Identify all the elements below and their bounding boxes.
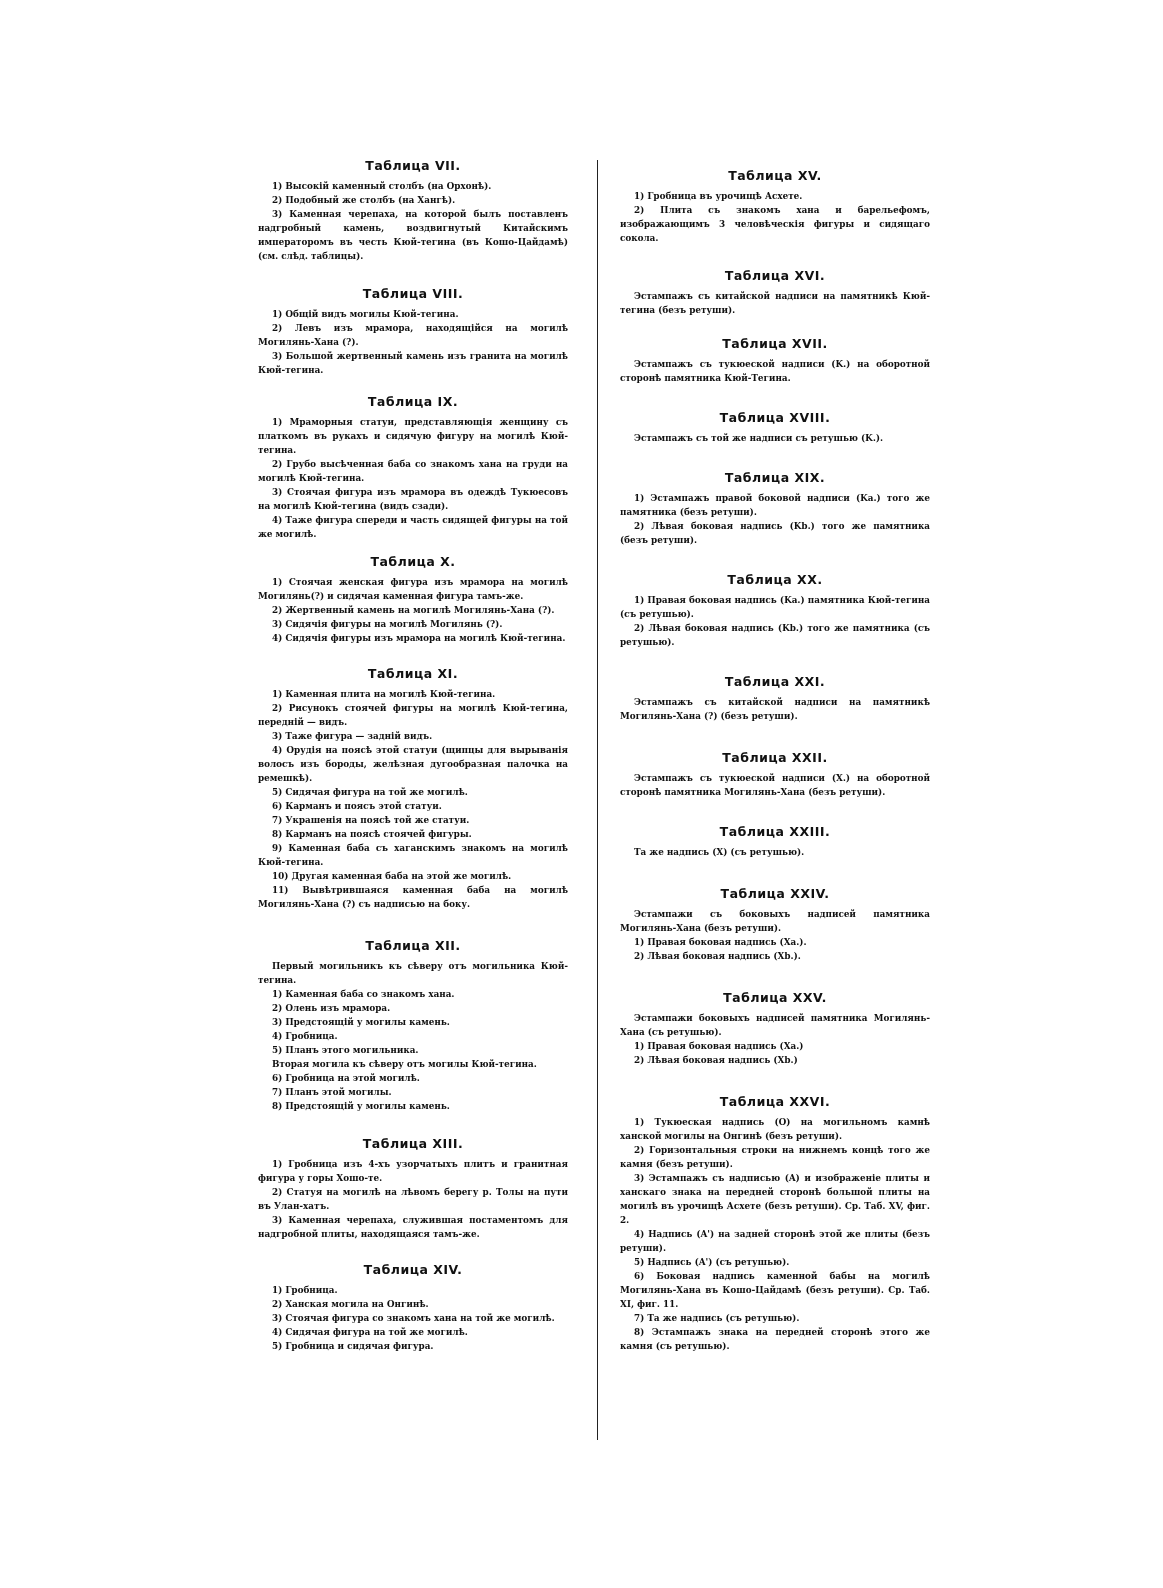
section-entry: 6) Карманъ и поясъ этой статуи.	[272, 802, 442, 812]
table-section	[620, 572, 930, 650]
section-entry: 7) Планъ этой могилы.	[272, 1088, 392, 1098]
table-section	[258, 286, 568, 378]
section-entry: 4) Таже фигура спереди и часть сидящей фигуры на той же могилѣ.	[258, 516, 568, 540]
section-entry: 2) Подобный же столбъ (на Хангѣ).	[272, 196, 456, 206]
table-section	[620, 674, 930, 724]
section-entry: 1) Правая боковая надпись (Ka.) памятника Кюй-тегина (съ ретушью).	[620, 596, 930, 620]
section-title: Таблица XIX.	[724, 470, 826, 485]
section-title: Таблица XIII.	[362, 1136, 464, 1151]
table-section	[620, 1094, 930, 1354]
section-entry: 7) Та же надпись (съ ретушью).	[634, 1314, 800, 1324]
section-entry: 1) Правая боковая надпись (Xa.)	[634, 1042, 804, 1052]
section-title: Таблица XVIII.	[719, 410, 831, 425]
section-entry: Первый могильникъ къ сѣверу отъ могильника Кюй-тегина.	[258, 962, 568, 986]
section-entry: 1) Стоячая женская фигура изъ мрамора на могилѣ Могилянь(?) и сидячая каменная фигура тамъ-же.	[258, 578, 568, 602]
section-entry: 2) Лѣвая боковая надпись (Kb.) того же памятника (безъ ретуши).	[620, 522, 930, 546]
column-divider	[597, 160, 598, 1440]
section-entry: 4) Надпись (A') на задней сторонѣ этой же плиты (безъ ретуши).	[620, 1230, 930, 1254]
section-entry: Та же надпись (X) (съ ретушью).	[634, 848, 805, 858]
section-title: Таблица X.	[370, 554, 456, 569]
section-entry: 2) Лѣвая боковая надпись (Xb.)	[634, 1056, 798, 1066]
table-section	[620, 268, 930, 318]
table-section	[258, 666, 568, 912]
section-title: Таблица XXIII.	[719, 824, 831, 839]
right-column	[620, 150, 930, 1354]
section-entry: 2) Плита съ знакомъ хана и барельефомъ, изображающимъ 3 человѣческія фигуры и сидящаго сокола.	[620, 206, 930, 244]
section-entry: 1) Гробница.	[272, 1286, 338, 1296]
section-entry: 2) Жертвенный камень на могилѣ Могилянь-Хана (?).	[272, 606, 555, 616]
section-entry: 2) Рисунокъ стоячей фигуры на могилѣ Кюй-тегина, передній — видъ.	[258, 704, 568, 728]
section-entry: 3) Большой жертвенный камень изъ гранита на могилѣ Кюй-тегина.	[258, 352, 568, 376]
section-title: Таблица VIII.	[362, 286, 464, 301]
table-section	[258, 1136, 568, 1242]
section-entry: 3) Каменная черепаха, служившая постаментомъ для надгробной плиты, находящаяся тамъ-же.	[258, 1216, 568, 1240]
section-title: Таблица VII.	[365, 158, 461, 173]
table-section	[620, 886, 930, 964]
section-entry: 10) Другая каменная баба на этой же могилѣ.	[272, 872, 512, 882]
section-entry: 2) Статуя на могилѣ на лѣвомъ берегу р. Толы на пути въ Улан-хатъ.	[258, 1188, 568, 1212]
section-entry: Эстампажъ съ той же надписи съ ретушью (K.).	[634, 434, 884, 444]
section-entry: 8) Эстампажъ знака на передней сторонѣ этого же камня (съ ретушью).	[620, 1328, 930, 1352]
section-entry: 1) Общій видъ могилы Кюй-тегина.	[272, 310, 459, 320]
section-entry: 5) Гробница и сидячая фигура.	[272, 1342, 434, 1352]
section-entry: 4) Гробница.	[272, 1032, 338, 1042]
section-entry: 1) Каменная баба со знакомъ хана.	[272, 990, 455, 1000]
section-entry: 3) Таже фигура — задній видъ.	[272, 732, 433, 742]
table-section	[620, 750, 930, 800]
section-entry: 2) Левъ изъ мрамора, находящійся на могилѣ Могилянь-Хана (?).	[258, 324, 568, 348]
section-entry: 6) Гробница на этой могилѣ.	[272, 1074, 420, 1084]
table-section	[258, 158, 568, 264]
table-section	[258, 394, 568, 542]
section-entry: 2) Лѣвая боковая надпись (Xb.).	[634, 952, 801, 962]
section-entry: 3) Сидячія фигуры на могилѣ Могилянь (?).	[272, 620, 503, 630]
section-title: Таблица XXVI.	[719, 1094, 831, 1109]
section-entry: 1) Мраморныя статуи, представляющія женщину съ платкомъ въ рукахъ и сидячую фигуру на могилѣ Кюй-тегина.	[258, 418, 568, 456]
section-entry: 2) Грубо высѣченная баба со знакомъ хана на груди на могилѣ Кюй-тегина.	[258, 460, 568, 484]
section-entry: 11) Вывѣтрившаяся каменная баба на могилѣ Могилянь-Хана (?) съ надписью на боку.	[258, 886, 568, 910]
section-entry: 3) Стоячая фигура со знакомъ хана на той же могилѣ.	[272, 1314, 555, 1324]
section-entry: 6) Боковая надпись каменной бабы на могилѣ Могилянь-Хана въ Кошо-Цайдамѣ (безъ ретуши). Ср. Таб. XI, фиг. 11.	[620, 1272, 930, 1310]
section-entry: 1) Высокій каменный столбъ (на Орхонѣ).	[272, 182, 492, 192]
section-entry: 1) Каменная плита на могилѣ Кюй-тегина.	[272, 690, 496, 700]
section-entry: Эстампажъ съ тукюеской надписи (K.) на оборотной сторонѣ памятника Кюй-Тегина.	[620, 360, 930, 384]
section-entry: 5) Планъ этого могильника.	[272, 1046, 419, 1056]
section-entry: Эстампажъ съ тукюеской надписи (X.) на оборотной сторонѣ памятника Могилянь-Хана (безъ ретуши).	[620, 774, 930, 798]
section-entry: 9) Каменная баба съ хаганскимъ знакомъ на могилѣ Кюй-тегина.	[258, 844, 568, 868]
section-title: Таблица XI.	[367, 666, 459, 681]
section-entry: 1) Гробница изъ 4-хъ узорчатыхъ плитъ и гранитная фигура у горы Хошо-те.	[258, 1160, 568, 1184]
section-entry: Эстампажи боковыхъ надписей памятника Могилянь-Хана (съ ретушью).	[620, 1014, 930, 1038]
section-title: Таблица XVI.	[724, 268, 826, 283]
section-entry: 7) Украшенія на поясѣ той же статуи.	[272, 816, 470, 826]
section-title: Таблица XV.	[728, 168, 822, 183]
table-section	[258, 938, 568, 1114]
section-entry: 1) Эстампажъ правой боковой надписи (Ka.) того же памятника (безъ ретуши).	[620, 494, 930, 518]
section-entry: 8) Предстоящій у могилы камень.	[272, 1102, 450, 1112]
table-section	[258, 1262, 568, 1354]
section-entry: 3) Эстампажъ съ надписью (A) и изображеніе плиты и ханскаго знака на передней сторонѣ большой плиты на могилѣ въ урочищѣ Асхете (безъ ретуши). Ср. Таб. XV, фиг. 2.	[620, 1174, 930, 1226]
section-entry: 3) Стоячая фигура изъ мрамора въ одеждѣ Тукюесовъ на могилѣ Кюй-тегина (видъ сзади).	[258, 488, 568, 512]
section-entry: 5) Сидячая фигура на той же могилѣ.	[272, 788, 468, 798]
section-title: Таблица XIV.	[363, 1262, 463, 1277]
table-section	[620, 168, 930, 246]
section-title: Таблица XXI.	[724, 674, 826, 689]
table-section	[620, 824, 930, 860]
table-section	[620, 990, 930, 1068]
section-title: Таблица XII.	[365, 938, 461, 953]
section-entry: 3) Каменная черепаха, на которой былъ поставленъ надгробный камень, воздвигнутый Китайскимъ императоромъ въ честь Кюй-тегина (въ Кошо-Цайдамѣ) (см. слѣд. таблицы).	[258, 210, 568, 262]
section-title: Таблица XX.	[727, 572, 823, 587]
section-entry: 5) Надпись (A') (съ ретушью).	[634, 1258, 790, 1268]
section-title: Таблица XXII.	[722, 750, 828, 765]
table-section	[620, 410, 930, 446]
section-title: Таблица IX.	[367, 394, 459, 409]
table-section	[620, 470, 930, 548]
section-entry: 1) Правая боковая надпись (Xa.).	[634, 938, 807, 948]
section-entry: 3) Предстоящій у могилы камень.	[272, 1018, 450, 1028]
section-entry: Эстампажи съ боковыхъ надписей памятника Могилянь-Хана (безъ ретуши).	[620, 910, 930, 934]
section-entry: 2) Горизонтальныя строки на нижнемъ концѣ того же камня (безъ ретуши).	[620, 1146, 930, 1170]
section-entry: 2) Ханская могила на Онгинѣ.	[272, 1300, 429, 1310]
section-entry: 2) Олень изъ мрамора.	[272, 1004, 391, 1014]
section-entry: Эстампажъ съ китайской надписи на памятникѣ Кюй-тегина (безъ ретуши).	[620, 292, 930, 316]
left-column	[258, 150, 568, 1354]
section-entry: 1) Тукюеская надпись (O) на могильномъ камнѣ ханской могилы на Онгинѣ (безъ ретуши).	[620, 1118, 930, 1142]
section-entry: 4) Орудія на поясѣ этой статуи (щипцы для вырыванія волосъ изъ бороды, желѣзная дугообразная палочка на ремешкѣ).	[258, 746, 568, 784]
section-title: Таблица XXIV.	[720, 886, 830, 901]
section-entry: 1) Гробница въ урочищѣ Асхете.	[634, 192, 803, 202]
section-entry: Вторая могила къ сѣверу отъ могилы Кюй-тегина.	[272, 1060, 537, 1070]
section-title: Таблица XXV.	[723, 990, 827, 1005]
table-section	[258, 554, 568, 646]
section-entry: Эстампажъ съ китайской надписи на памятникѣ Могилянь-Хана (?) (безъ ретуши).	[620, 698, 930, 722]
section-entry: 4) Сидячая фигура на той же могилѣ.	[272, 1328, 468, 1338]
table-section	[620, 336, 930, 386]
section-entry: 4) Сидячія фигуры изъ мрамора на могилѣ Кюй-тегина.	[272, 634, 566, 644]
section-entry: 8) Карманъ на поясѣ стоячей фигуры.	[272, 830, 472, 840]
section-entry: 2) Лѣвая боковая надпись (Kb.) того же памятника (съ ретушью).	[620, 624, 930, 648]
section-title: Таблица XVII.	[722, 336, 828, 351]
